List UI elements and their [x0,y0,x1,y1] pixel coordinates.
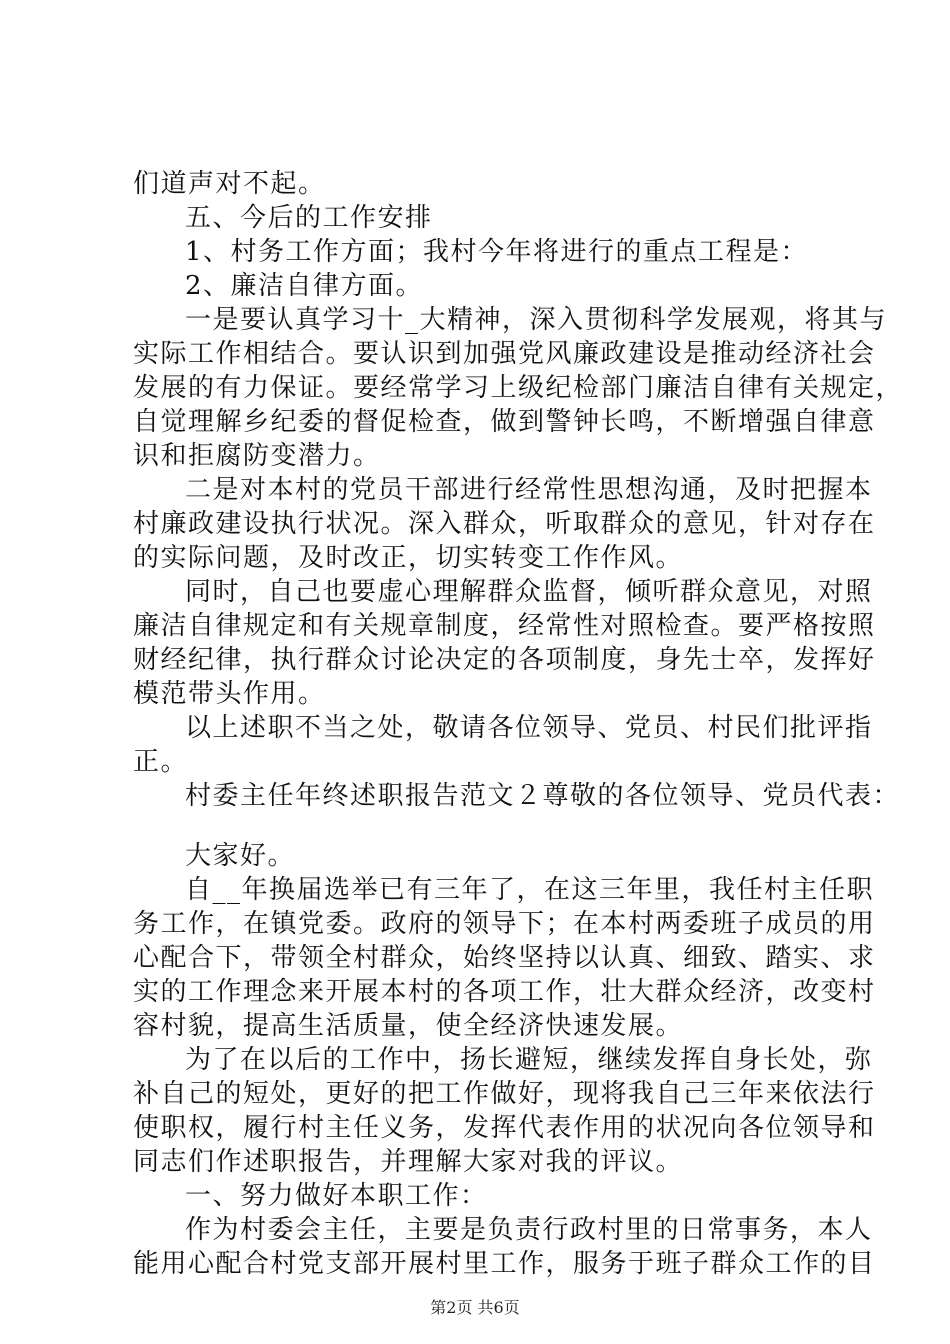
text-line: 正。 [133,747,189,777]
text-line: 二是对本村的党员干部进行经常性思想沟通，及时把握本 [185,475,873,505]
text-line: 村廉政建设执行状况。深入群众，听取群众的意见，针对存在 [133,509,876,539]
text-line: 廉洁自律规定和有关规章制度，经常性对照检查。要严格按照 [133,611,876,641]
text-line: 同志们作述职报告，并理解大家对我的评议。 [133,1147,684,1177]
text-line: 容村貌，提高生活质量，使全经济快速发展。 [133,1011,684,1041]
text-line: 务工作，在镇党委。政府的领导下；在本村两委班子成员的用 [133,909,876,939]
text-line: 自__年换届选举已有三年了，在这三年里，我任村主任职 [185,875,875,905]
section-heading: 一、努力做好本职工作： [185,1181,488,1211]
text-line: 同时，自己也要虚心理解群众监督，倾听群众意见，对照 [185,577,873,607]
text-line: 实的工作理念来开展本村的各项工作，壮大群众经济，改变村 [133,977,876,1007]
text-line: 以上述职不当之处，敬请各位领导、党员、村民们批评指 [185,713,873,743]
greeting: 大家好。 [185,841,296,871]
report-title: 村委主任年终述职报告范文２尊敬的各位领导、党员代表： [185,781,901,811]
text-line: 使职权，履行村主任义务，发挥代表作用的状况向各位领导和 [133,1113,876,1143]
text-line: 识和拒腐防变潜力。 [133,441,381,471]
text-line: 1、村务工作方面；我村今年将进行的重点工程是： [185,237,809,267]
text-line: 心配合下，带领全村群众，始终坚持以认真、细致、踏实、求 [133,943,876,973]
text-line: 作为村委会主任，主要是负责行政村里的日常事务，本人 [185,1215,873,1245]
text-line: 能用心配合村党支部开展村里工作，服务于班子群众工作的目 [133,1249,876,1279]
section-heading: 五、今后的工作安排 [185,203,433,233]
text-line: 实际工作相结合。要认识到加强党风廉政建设是推动经济社会 [133,339,876,369]
text-line: 的实际问题，及时改正，切实转变工作作风。 [133,543,684,573]
page-footer: 第2页 共6页 [430,1298,520,1317]
text-line: 发展的有力保证。要经常学习上级纪检部门廉洁自律有关规定， [133,373,904,403]
text-line: 自觉理解乡纪委的督促检查，做到警钟长鸣，不断增强自律意 [133,407,876,437]
text-line: 一是要认真学习十_大精神，深入贯彻科学发展观，将其与 [185,305,888,335]
text-line: 2、廉洁自律方面。 [185,271,424,301]
text-line: 们道声对不起。 [133,169,326,199]
text-line: 模范带头作用。 [133,679,326,709]
text-line: 补自己的短处，更好的把工作做好，现将我自己三年来依法行 [133,1079,876,1109]
text-line: 财经纪律，执行群众讨论决定的各项制度，身先士卒，发挥好 [133,645,876,675]
text-line: 为了在以后的工作中，扬长避短，继续发挥自身长处，弥 [185,1045,873,1075]
